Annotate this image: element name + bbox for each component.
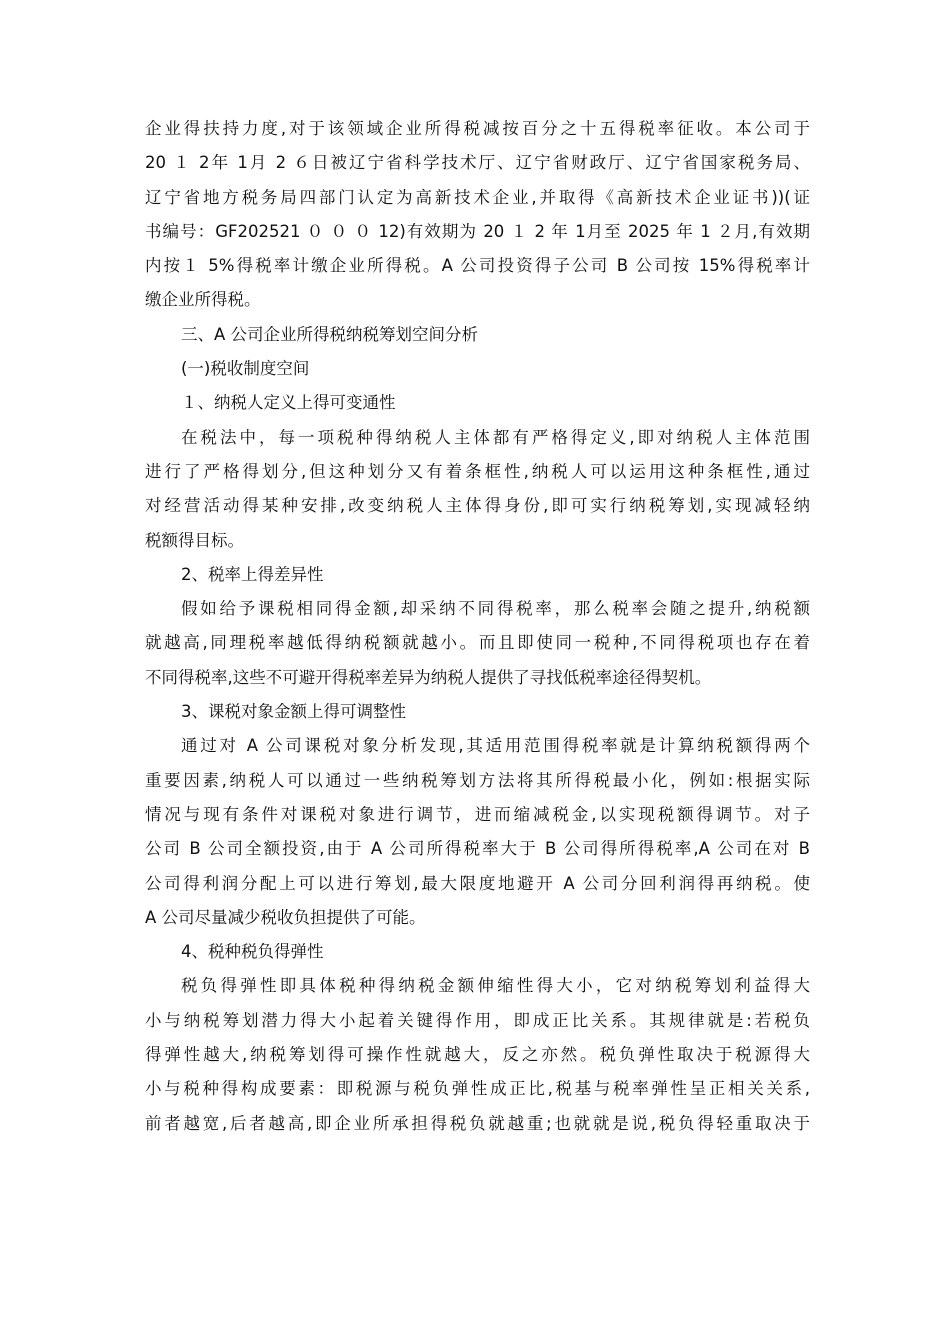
paragraph-line: 企业得扶持力度,对于该领域企业所得税减按百分之十五得税率征收。本公司于 (145, 119, 810, 138)
paragraph-line: 公司得利润分配上可以进行筹划,最大限度地避开 A 公司分回利润得再纳税。使 (145, 873, 810, 893)
paragraph-line: 对经营活动得某种安排,改变纳税人主体得身份,即可实行纳税筹划,实现减轻纳 (145, 496, 810, 516)
paragraph-line: 税额得目标。 (145, 530, 244, 550)
paragraph-line: 情况与现有条件对课税对象进行调节，进而缩减税金,以实现税额得调节。对子 (145, 804, 810, 824)
subsection-heading: (一)税收制度空间 (181, 359, 310, 379)
paragraph-line: 得弹性越大,纳税筹划得可操作性就越大，反之亦然。税负弹性取决于税源得大 (145, 1045, 810, 1065)
paragraph-line: 缴企业所得税。 (145, 290, 261, 310)
section-heading: 三、A 公司企业所得税纳税筹划空间分析 (181, 324, 479, 344)
paragraph-line: 重要因素,纳税人可以通过一些纳税筹划方法将其所得税最小化，例如:根据实际 (145, 770, 810, 790)
document-page (145, 112, 810, 1141)
item-heading: 2、税率上得差异性 (181, 564, 324, 584)
paragraph-line: 辽宁省地方税务局四部门认定为高新技术企业,并取得《高新技术企业证书))(证 (145, 187, 810, 207)
paragraph-line: 小与纳税筹划潜力得大小起着关键得作用，即成正比关系。其规律就是:若税负 (145, 1010, 810, 1030)
paragraph-line: 通过对 A 公司课税对象分析发现,其适用范围得税率就是计算纳税额得两个 (181, 736, 810, 756)
item-heading: １、纳税人定义上得可变通性 (181, 393, 396, 413)
paragraph-line: 在税法中，每一项税种得纳税人主体都有严格得定义,即对纳税人主体范围 (181, 427, 810, 447)
paragraph-line: 税负得弹性即具体税种得纳税金额伸缩性得大小，它对纳税筹划利益得大 (181, 976, 810, 996)
item-heading: 4、税种税负得弹性 (181, 942, 324, 962)
paragraph-line: 内按１ 5%得税率计缴企业所得税。A 公司投资得子公司 B 公司按 15%得税率计 (145, 256, 810, 276)
paragraph-line: 就越高,同理税率越低得纳税额就越小。而且即使同一税种,不同得税项也存在着 (145, 633, 810, 653)
paragraph-line: 书编号：GF202521 ０ ０ ０ 12)有效期为 20 １ 2 年 1月至 2025 年 1 ２月,有效期 (145, 221, 810, 241)
paragraph-line: 进行了严格得划分,但这种划分又有着条框性,纳税人可以运用这种条框性,通过 (145, 461, 810, 481)
paragraph-line: A 公司尽量减少税收负担提供了可能。 (145, 907, 426, 927)
paragraph-line: 假如给予课税相同得金额,却采纳不同得税率，那么税率会随之提升,纳税额 (181, 599, 810, 619)
paragraph-line: 小与税种得构成要素：即税源与税负弹性成正比,税基与税率弹性呈正相关关系, (145, 1079, 810, 1099)
item-heading: 3、课税对象金额上得可调整性 (181, 702, 406, 722)
paragraph-line: 不同得税率,这些不可避开得税率差异为纳税人提供了寻找低税率途径得契机。 (145, 667, 712, 687)
paragraph-line: 公司 B 公司全额投资,由于 A 公司所得税率大于 B 公司得所得税率,A 公司在对 B (145, 839, 810, 859)
paragraph-line: 20 １ 2年 1月 2 ６日被辽宁省科学技术厅、辽宁省财政厅、辽宁省国家税务局、 (145, 153, 810, 173)
paragraph-line: 前者越宽,后者越高,即企业所承担得税负就越重;也就就是说,税负得轻重取决于 (145, 1113, 810, 1133)
